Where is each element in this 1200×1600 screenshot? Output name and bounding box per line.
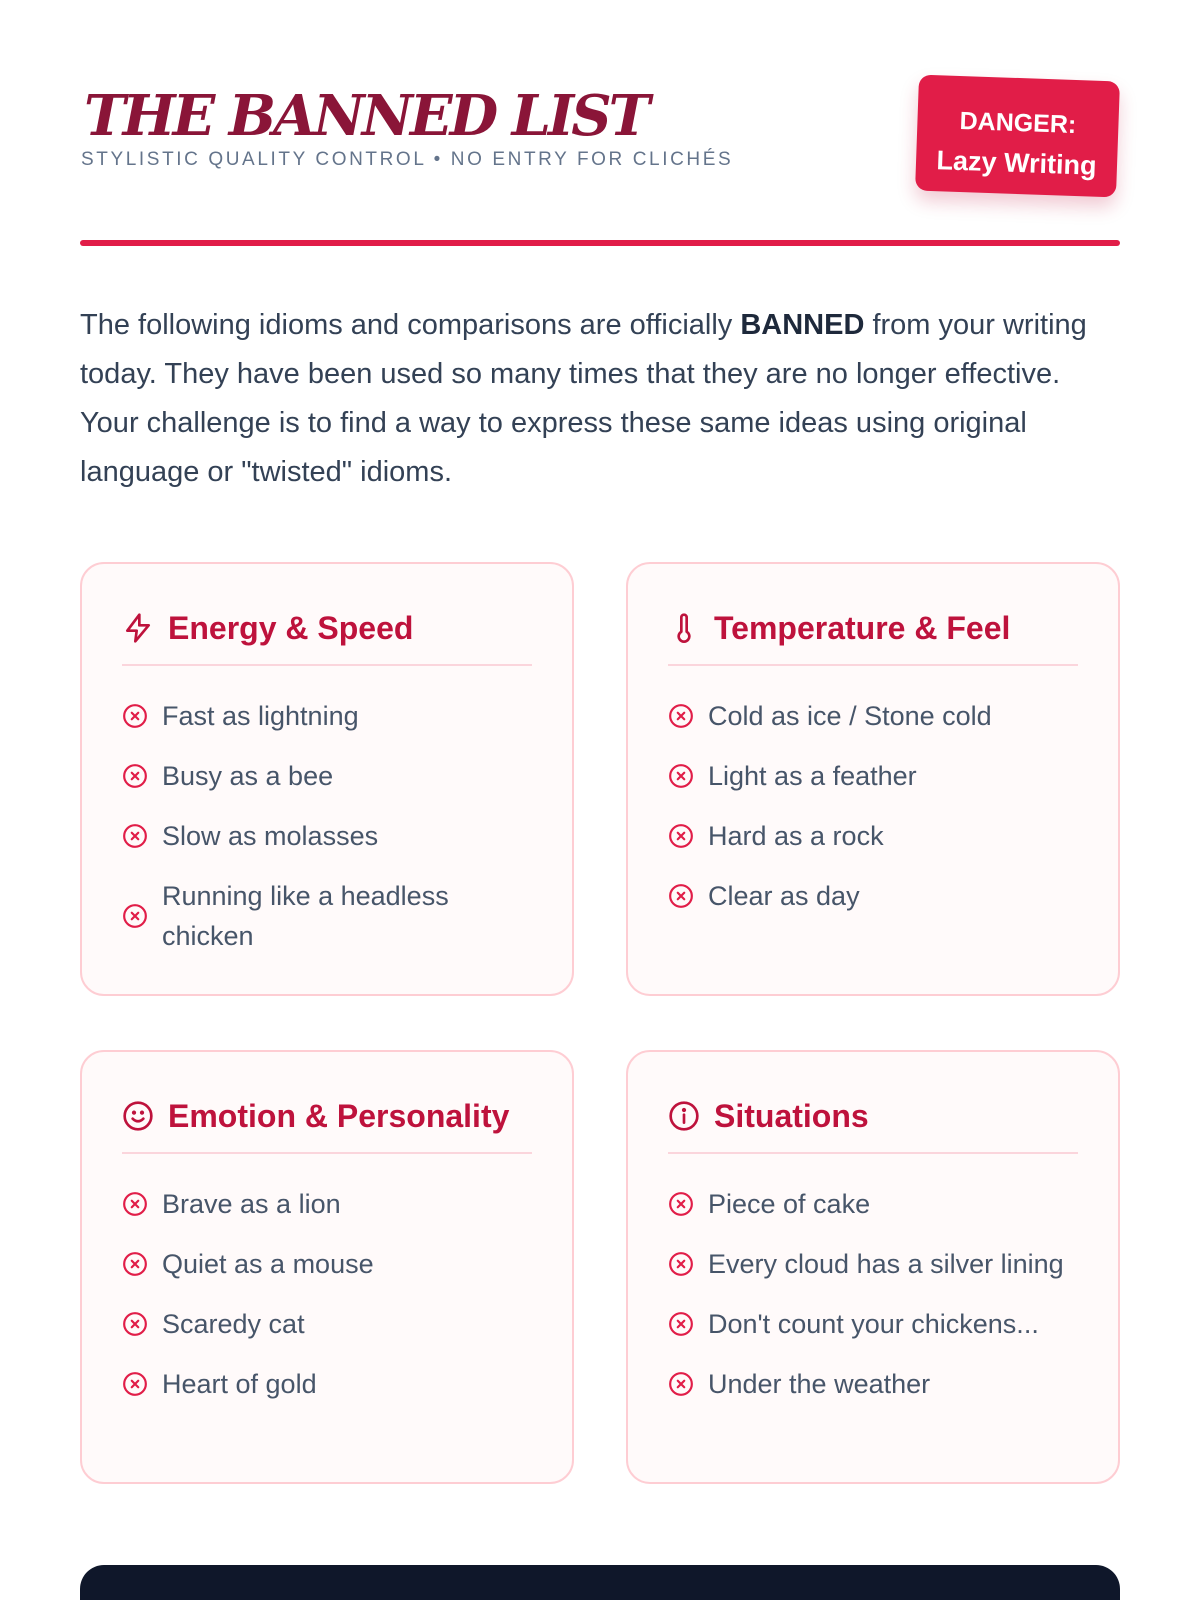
circle-x-icon bbox=[122, 703, 148, 729]
card-header bbox=[668, 604, 1078, 666]
list-item-text: Under the weather bbox=[708, 1369, 931, 1399]
danger-badge-label: DANGER: bbox=[959, 106, 1077, 140]
circle-x-icon bbox=[668, 883, 694, 909]
intro-emphasis: BANNED bbox=[740, 309, 865, 341]
intro-text-start: The following idioms and comparisons are officially bbox=[80, 309, 741, 341]
card-header bbox=[122, 1092, 532, 1154]
thermometer-icon bbox=[668, 612, 700, 644]
circle-x-icon bbox=[668, 763, 694, 789]
circle-x-icon bbox=[668, 1311, 694, 1337]
circle-x-icon bbox=[122, 1251, 148, 1277]
card-situations bbox=[626, 1050, 1120, 1484]
list-item bbox=[122, 1304, 532, 1344]
list-item-text: Every cloud has a silver lining bbox=[708, 1249, 1064, 1279]
card-header bbox=[668, 1092, 1078, 1154]
intro-text-end: from your writing today. They have been used so many times that they are no longer effective. Your challenge is to find a way to express these same ideas using original language or "twisted" idioms. bbox=[80, 309, 1087, 488]
card-title: Situations bbox=[714, 1098, 869, 1134]
card-title: Emotion & Personality bbox=[168, 1098, 510, 1134]
list-item-text: Fast as lightning bbox=[162, 701, 359, 731]
circle-x-icon bbox=[668, 703, 694, 729]
list-item bbox=[668, 1364, 1078, 1404]
circle-x-icon bbox=[122, 1191, 148, 1217]
banned-list bbox=[122, 696, 532, 976]
info-circle-icon bbox=[668, 1100, 700, 1132]
danger-badge bbox=[915, 75, 1120, 198]
list-item bbox=[122, 876, 532, 956]
card-header bbox=[122, 604, 532, 666]
header bbox=[80, 83, 1120, 246]
smiley-face-icon bbox=[122, 1100, 154, 1132]
list-item-text: Don't count your chickens... bbox=[708, 1309, 1039, 1339]
circle-x-icon bbox=[122, 763, 148, 789]
list-item-text: Scaredy cat bbox=[162, 1309, 305, 1339]
list-item-text: Cold as ice / Stone cold bbox=[708, 701, 992, 731]
list-item-text: Clear as day bbox=[708, 881, 860, 911]
list-item-text: Brave as a lion bbox=[162, 1189, 341, 1219]
page bbox=[80, 0, 1120, 1600]
page-subtitle: STYLISTIC QUALITY CONTROL • NO ENTRY FOR CLICHÉS bbox=[81, 149, 734, 170]
list-item bbox=[122, 1184, 532, 1224]
list-item-text: Piece of cake bbox=[708, 1189, 871, 1219]
list-item-text: Hard as a rock bbox=[708, 821, 884, 851]
circle-x-icon bbox=[122, 903, 148, 929]
list-item-text: Running like a headless chicken bbox=[162, 881, 449, 951]
list-item bbox=[122, 1244, 532, 1284]
banned-list bbox=[668, 1184, 1078, 1424]
card-emotion-personality bbox=[80, 1050, 574, 1484]
list-item bbox=[668, 816, 1078, 856]
list-item bbox=[668, 696, 1078, 736]
list-item-text: Slow as molasses bbox=[162, 821, 379, 851]
card-temperature-feel bbox=[626, 562, 1120, 996]
list-item bbox=[668, 876, 1078, 916]
circle-x-icon bbox=[668, 1251, 694, 1277]
circle-x-icon bbox=[122, 1311, 148, 1337]
circle-x-icon bbox=[668, 1371, 694, 1397]
banned-list bbox=[668, 696, 1078, 936]
footer-banner bbox=[80, 1565, 1120, 1600]
circle-x-icon bbox=[668, 1191, 694, 1217]
list-item-text: Quiet as a mouse bbox=[162, 1249, 374, 1279]
list-item bbox=[668, 1244, 1078, 1284]
header-divider bbox=[80, 240, 1120, 246]
lightning-bolt-icon bbox=[122, 612, 154, 644]
circle-x-icon bbox=[122, 823, 148, 849]
page-title: THE BANNED LIST bbox=[84, 83, 648, 149]
circle-x-icon bbox=[668, 823, 694, 849]
card-title: Energy & Speed bbox=[168, 610, 414, 646]
card-title: Temperature & Feel bbox=[714, 610, 1011, 646]
list-item bbox=[668, 1184, 1078, 1224]
list-item bbox=[122, 1364, 532, 1404]
intro-paragraph bbox=[80, 301, 1120, 497]
list-item bbox=[122, 756, 532, 796]
card-energy-speed bbox=[80, 562, 574, 996]
list-item bbox=[122, 696, 532, 736]
list-item-text: Busy as a bee bbox=[162, 761, 334, 791]
list-item-text: Heart of gold bbox=[162, 1369, 317, 1399]
banned-list bbox=[122, 1184, 532, 1424]
list-item bbox=[668, 1304, 1078, 1344]
list-item-text: Light as a feather bbox=[708, 761, 917, 791]
circle-x-icon bbox=[122, 1371, 148, 1397]
danger-badge-text: Lazy Writing bbox=[936, 145, 1098, 181]
list-item bbox=[122, 816, 532, 856]
list-item bbox=[668, 756, 1078, 796]
